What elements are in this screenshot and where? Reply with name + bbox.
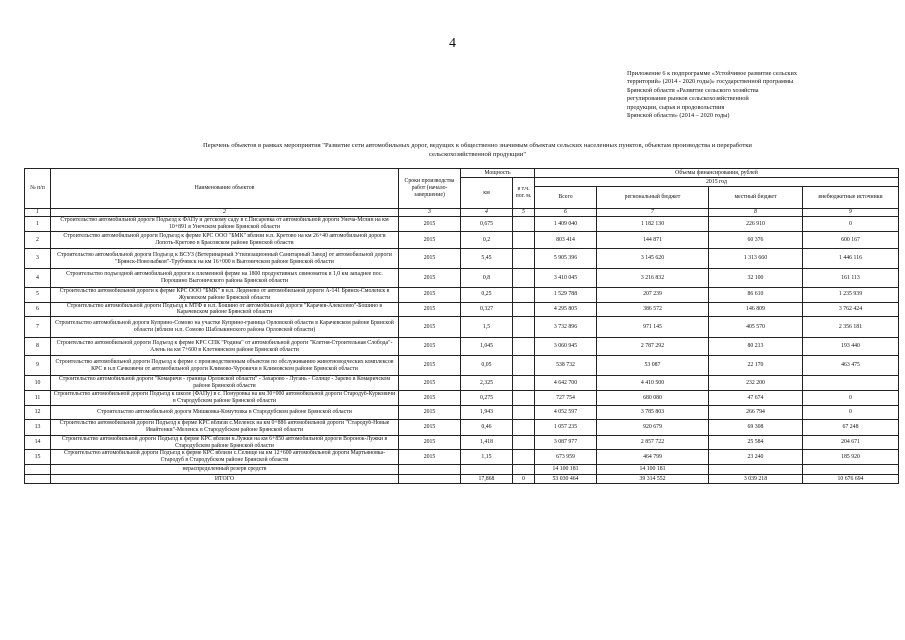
cell-total: 3 410 045	[535, 269, 597, 288]
cell-reg: 680 080	[597, 391, 709, 406]
cell-m	[513, 288, 535, 303]
cell-name: Строительство автомобильной дороги Мишковка-Комутовка в Стародубском районе Брянской области	[51, 405, 399, 419]
totals-row	[25, 474, 899, 483]
cell-m	[513, 391, 535, 406]
cell-loc: 86 610	[709, 288, 803, 303]
cell-total: 803 414	[535, 232, 597, 249]
totals-local: 3 039 218	[709, 474, 803, 483]
cell-year: 2015	[399, 217, 461, 232]
cell-name: Строительство автомобильной дороги Подъезд к ферме КРС СПК "Родина" от автомобильной дороги "Клетня-Строительная Слобода"-Алень на км 7+600 в Клетнянском районе Брянской области	[51, 338, 399, 356]
table-row	[25, 450, 899, 465]
cell-km: 5,45	[461, 249, 513, 269]
cell-km: 1,5	[461, 317, 513, 338]
cell-year: 2015	[399, 391, 461, 406]
cell-n: 10	[25, 376, 51, 391]
column-number: 8	[709, 209, 803, 217]
cell-year: 2015	[399, 376, 461, 391]
cell-loc: 226 910	[709, 217, 803, 232]
cell-km: 1,418	[461, 435, 513, 450]
cell-km: 0,46	[461, 419, 513, 435]
cell-total: 1 409 040	[535, 217, 597, 232]
table-row	[25, 269, 899, 288]
totals-label: ИТОГО	[51, 474, 399, 483]
cell-ext: 0	[803, 391, 899, 406]
cell-year: 2015	[399, 232, 461, 249]
cell-ext: 0	[803, 217, 899, 232]
table-row	[25, 217, 899, 232]
cell-total: 538 732	[535, 356, 597, 376]
cell-m	[513, 450, 535, 465]
cell-km: 0,275	[461, 391, 513, 406]
cell-reg: 971 145	[597, 317, 709, 338]
cell-n: 14	[25, 435, 51, 450]
table-row	[25, 435, 899, 450]
header-local: местный бюджет	[709, 187, 803, 209]
title-line: сельскохозяйственной продукции"	[428, 150, 527, 158]
header-year: 2015 год	[535, 178, 899, 187]
cell-name: Строительство автомобильной дороги Подъезд к ферме КРС вблизи н.Лужки на км 6+850 автомобильной дороги Воронок-Лужки в Стародубском районе Брянской области	[51, 435, 399, 450]
table-row	[25, 376, 899, 391]
cell-name: Строительство автомобильной дороги Подъезд к ферме КРС вблизи с.Меленск на км 0+886 автомобильной дороги "Стародуб-Новые Ивайтенки"-Меленск в Стародубском районе Брянской области	[51, 419, 399, 435]
header-offbudget: внебюджетные источники	[803, 187, 899, 209]
cell-name: Строительство автомобильной дороги Куприно-Сомово на участке Куприно-граница Орловской области в Карачевском районе Брянской области (вблизи н.п. Сомово Шаблыкинского района Орловской области)	[51, 317, 399, 338]
reserve-regional: 14 100 181	[597, 464, 709, 474]
cell-m	[513, 435, 535, 450]
document-title	[60, 142, 895, 159]
cell-ext: 600 167	[803, 232, 899, 249]
cell-name: Строительство автомобильной дороги Подъезд к ферме с производственным объектом по обслуживанию животноводческих комплексов КРС в н.п Сачковичи от автомобильной дороги Климово-Чуровичи в Климовском районе Брянской области	[51, 356, 399, 376]
cell-total: 3 087 977	[535, 435, 597, 450]
totals-offbudget: 10 676 694	[803, 474, 899, 483]
reserve-total: 14 100 181	[535, 464, 597, 474]
cell-loc: 69 308	[709, 419, 803, 435]
cell-n: 1	[25, 217, 51, 232]
cell-m	[513, 302, 535, 317]
cell-n: 12	[25, 405, 51, 419]
header-funding: Объемы финансирования, рублей	[535, 169, 899, 178]
column-number: 6	[535, 209, 597, 217]
cell-n: 4	[25, 269, 51, 288]
cell-km: 0,675	[461, 217, 513, 232]
reserve-row	[25, 464, 899, 474]
table-row	[25, 317, 899, 338]
cell-name: Строительство автомобильной дороги Подъезд к МТФ в н.п. Бошино от автомобильной дороги "Карачев-Алексеево"-Бошино в Карачевском районе Брянской области	[51, 302, 399, 317]
cell-n: 15	[25, 450, 51, 465]
cell-name: Строительство автомобильной дороги Подъезд к ФАПу и детскому саду в с.Писаревка от автомобильной дороги Унеча-Мглин на км 10+891 в Унечском районе Брянской области	[51, 217, 399, 232]
column-number: 7	[597, 209, 709, 217]
header-total: Всего	[535, 187, 597, 209]
table-row	[25, 391, 899, 406]
appendix-line: регулирование рынков сельскохозяйственной	[627, 95, 749, 103]
column-number: 3	[399, 209, 461, 217]
cell-total: 3 060 945	[535, 338, 597, 356]
cell-total: 4 052 597	[535, 405, 597, 419]
column-number: 9	[803, 209, 899, 217]
cell-name: Строительство автомобильной дороги Подъезд к школе (ФАПу) в с. Понуровка на км 30+000 автомобильной дороги Стародуб-Курковичи в Стародубском районе Брянской области	[51, 391, 399, 406]
cell-year: 2015	[399, 419, 461, 435]
cell-m	[513, 217, 535, 232]
cell-km: 0,327	[461, 302, 513, 317]
cell-year: 2015	[399, 302, 461, 317]
cell-reg: 3 216 832	[597, 269, 709, 288]
cell-m	[513, 405, 535, 419]
cell-year: 2015	[399, 269, 461, 288]
appendix-note	[627, 70, 897, 120]
cell-ext: 3 762 424	[803, 302, 899, 317]
cell-loc: 23 240	[709, 450, 803, 465]
cell-year: 2015	[399, 288, 461, 303]
cell-km: 0,2	[461, 232, 513, 249]
table-row	[25, 356, 899, 376]
cell-m	[513, 249, 535, 269]
objects-table	[24, 168, 899, 484]
cell-ext: 161 113	[803, 269, 899, 288]
header-incl: в т.ч. пог. м.	[513, 178, 535, 209]
cell-ext: 67 248	[803, 419, 899, 435]
cell-reg: 920 679	[597, 419, 709, 435]
cell-name: Строительство автомобильной дороги к ферме КРС ООО "БМК" в н.п. Леденево от автомобильной дороги А-141 Брянск-Смоленск в Жуковском районе Брянской области	[51, 288, 399, 303]
cell-km: 1,045	[461, 338, 513, 356]
cell-total: 4 642 700	[535, 376, 597, 391]
appendix-line: Приложение 6 к подпрограмме «Устойчивое развитие сельских	[627, 70, 798, 77]
cell-n: 3	[25, 249, 51, 269]
cell-km: 0,05	[461, 356, 513, 376]
title-line: Перечень объектов в рамках мероприятия "Развитие сети автомобильных дорог, ведущих к общественно значимым объектам сельских населенных пунктов, объектам производства и переработки	[203, 142, 752, 149]
cell-n: 11	[25, 391, 51, 406]
cell-n: 2	[25, 232, 51, 249]
cell-loc: 80 213	[709, 338, 803, 356]
cell-year: 2015	[399, 317, 461, 338]
cell-loc: 1 313 660	[709, 249, 803, 269]
cell-reg: 2 787 292	[597, 338, 709, 356]
table-row	[25, 302, 899, 317]
cell-total: 4 295 805	[535, 302, 597, 317]
cell-year: 2015	[399, 338, 461, 356]
cell-n: 7	[25, 317, 51, 338]
cell-km: 2,325	[461, 376, 513, 391]
header-km: км	[461, 178, 513, 209]
cell-ext: 185 920	[803, 450, 899, 465]
totals-km: 17,868	[461, 474, 513, 483]
header-regional: региональный бюджет	[597, 187, 709, 209]
cell-reg: 1 182 130	[597, 217, 709, 232]
cell-reg: 3 785 803	[597, 405, 709, 419]
cell-km: 1,15	[461, 450, 513, 465]
cell-loc: 232 200	[709, 376, 803, 391]
cell-m	[513, 338, 535, 356]
cell-loc: 25 584	[709, 435, 803, 450]
cell-year: 2015	[399, 356, 461, 376]
table-row	[25, 232, 899, 249]
reserve-label: нераспределенный резерв средств	[51, 464, 399, 474]
header-term: Сроки производства работ (начало-завершение)	[399, 169, 461, 209]
cell-total: 5 905 396	[535, 249, 597, 269]
table-row	[25, 338, 899, 356]
cell-name: Строительство автомобильной дороги Подъезд к ферме КРС ООО "БМК" вблизи н.п. Кретово на км 26+40 автомобильной дороги Лопоть-Кретово в Брасовском районе Брянской области	[51, 232, 399, 249]
cell-total: 727 754	[535, 391, 597, 406]
appendix-line: продукции, сырья и продовольствия	[627, 103, 725, 111]
cell-ext: 2 356 181	[803, 317, 899, 338]
cell-m	[513, 356, 535, 376]
cell-km: 1,943	[461, 405, 513, 419]
cell-loc: 146 809	[709, 302, 803, 317]
cell-loc: 22 170	[709, 356, 803, 376]
cell-total: 3 732 896	[535, 317, 597, 338]
cell-year: 2015	[399, 249, 461, 269]
cell-ext	[803, 376, 899, 391]
cell-m	[513, 269, 535, 288]
table-row	[25, 288, 899, 303]
page-number: 4	[449, 36, 456, 51]
cell-reg: 464 799	[597, 450, 709, 465]
cell-m	[513, 317, 535, 338]
cell-m	[513, 419, 535, 435]
cell-reg: 2 857 722	[597, 435, 709, 450]
column-number: 1	[25, 209, 51, 217]
cell-loc: 266 794	[709, 405, 803, 419]
appendix-line: Брянской области «Развитие сельского хозяйства	[627, 86, 759, 94]
column-number: 2	[51, 209, 399, 217]
cell-loc: 60 376	[709, 232, 803, 249]
totals-m: 0	[513, 474, 535, 483]
column-number: 4	[461, 209, 513, 217]
cell-reg: 144 871	[597, 232, 709, 249]
table-body	[25, 217, 899, 465]
column-number: 5	[513, 209, 535, 217]
cell-m	[513, 232, 535, 249]
cell-n: 5	[25, 288, 51, 303]
cell-reg: 207 239	[597, 288, 709, 303]
header-num: № п/п	[25, 169, 51, 209]
cell-name: Строительство подъездной автомобильной дороги к племенной ферме на 1800 продуктивных свиноматок в 1,0 км западнее пос. Порошино Выгоничского района Брянской области	[51, 269, 399, 288]
cell-year: 2015	[399, 405, 461, 419]
totals-total: 53 030 464	[535, 474, 597, 483]
cell-reg: 3 145 620	[597, 249, 709, 269]
cell-reg: 53 087	[597, 356, 709, 376]
cell-total: 1 057 235	[535, 419, 597, 435]
cell-ext: 204 671	[803, 435, 899, 450]
cell-n: 13	[25, 419, 51, 435]
header-capacity: Мощность	[461, 169, 535, 178]
totals-regional: 39 314 552	[597, 474, 709, 483]
cell-name: Строительство автомобильной дороги Подъезд к ферме КРС вблизи с.Селище на км 12+600 автомобильной дороги Мартьяновка-Стародуб в Стародубском районе Брянской области	[51, 450, 399, 465]
appendix-line: Брянской области» (2014 – 2020 годы)	[627, 112, 730, 120]
cell-loc: 32 100	[709, 269, 803, 288]
table-row	[25, 249, 899, 269]
cell-reg: 4 410 500	[597, 376, 709, 391]
cell-m	[513, 376, 535, 391]
column-numbers-row	[25, 209, 899, 217]
cell-ext: 463 475	[803, 356, 899, 376]
cell-n: 8	[25, 338, 51, 356]
cell-loc: 47 674	[709, 391, 803, 406]
cell-loc: 405 570	[709, 317, 803, 338]
cell-ext: 1 446 116	[803, 249, 899, 269]
cell-n: 6	[25, 302, 51, 317]
cell-n: 9	[25, 356, 51, 376]
cell-ext: 0	[803, 405, 899, 419]
cell-total: 673 959	[535, 450, 597, 465]
cell-year: 2015	[399, 435, 461, 450]
table-row	[25, 419, 899, 435]
cell-name: Строительство автомобильной дороги Подъезд к ВСУЗ (Ветеринарный Утилизационный Санитарный Завод) от автомобильной дороги "Брянск-Новозыбков"-Трубчевск на км 16+000 в Выгоничском районе Брянской области	[51, 249, 399, 269]
cell-name: Строительство автомобильной дороги "Комаричи - граница Орловской области" - Захарово - Лугань - Солнце - Зарево в Комаричском районе Брянской области	[51, 376, 399, 391]
cell-total: 1 529 788	[535, 288, 597, 303]
header-name: Наименование объектов	[51, 169, 399, 209]
appendix-line: территорий» (2014 - 2020 годы)» государственной программы	[627, 78, 794, 86]
table-row	[25, 405, 899, 419]
cell-ext: 1 235 939	[803, 288, 899, 303]
cell-ext: 193 440	[803, 338, 899, 356]
cell-year: 2015	[399, 450, 461, 465]
cell-km: 0,8	[461, 269, 513, 288]
cell-km: 0,25	[461, 288, 513, 303]
cell-reg: 386 572	[597, 302, 709, 317]
